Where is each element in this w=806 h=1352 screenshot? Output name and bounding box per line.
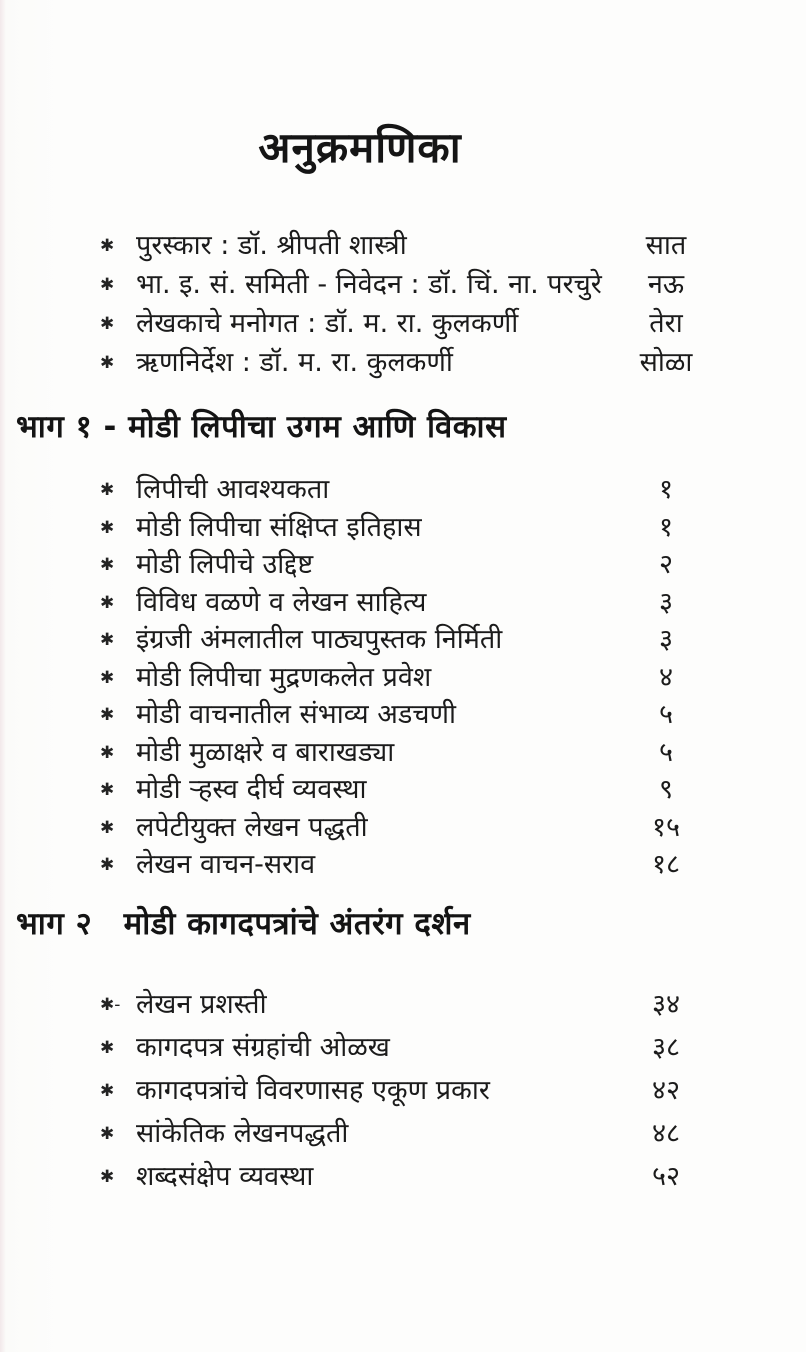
star-bullet-icon: ✱ (100, 236, 115, 256)
entry-label: ऋणनिर्देश : डॉ. म. रा. कुलकर्णी (136, 347, 453, 378)
section-heading-part1: भाग १ - मोडी लिपीचा उगम आणि विकास (16, 409, 507, 445)
entry-page-number: नऊ (647, 269, 685, 300)
toc-entry (100, 1113, 706, 1156)
toc-entry (100, 657, 706, 695)
toc-entry (100, 225, 706, 264)
entry-label: कागदपत्रांचे विवरणासह एकूण प्रकार (136, 1074, 490, 1106)
entry-page-number: ५ (658, 699, 674, 730)
star-bullet-icon: ✱ (100, 1166, 115, 1187)
star-bullet-icon: ✱ (100, 742, 115, 763)
toc-entry (100, 469, 706, 507)
entry-page-number: १८ (651, 849, 681, 880)
star-bullet-icon: ✱ (100, 780, 115, 800)
entry-page-number: ५२ (651, 1160, 681, 1192)
star-bullet-icon: ✱ (100, 480, 115, 500)
toc-entry (100, 694, 706, 732)
toc-entry (100, 732, 706, 770)
entry-page-number: ४८ (651, 1117, 681, 1149)
star-bullet-icon: ✱- (100, 994, 121, 1015)
toc-entry (100, 619, 706, 657)
entry-label: मोडी वाचनातील संभाव्य अडचणी (136, 699, 456, 730)
entry-label: लेखन प्रशस्ती (136, 988, 267, 1020)
toc-entry (100, 303, 706, 342)
entry-page-number: ९ (658, 774, 674, 805)
entry-page-number: ३८ (651, 1031, 681, 1063)
entry-label: विविध वळणे व लेखन साहित्य (136, 586, 427, 618)
part1-list (100, 469, 706, 882)
entry-label: पुरस्कार : डॉ. श्रीपती शास्त्री (136, 230, 407, 261)
star-bullet-icon: ✱ (100, 555, 115, 575)
entry-label: इंग्रजी अंमलातील पाठ्यपुस्तक निर्मिती (136, 624, 503, 655)
entry-page-number: २ (658, 549, 674, 580)
star-bullet-icon: ✱ (100, 314, 115, 334)
entry-label: मोडी लिपीचे उद्दिष्ट (136, 549, 314, 580)
entry-page-number: ४२ (651, 1074, 681, 1106)
entry-label: लपेटीयुक्त लेखन पद्धती (136, 811, 368, 843)
star-bullet-icon: ✱ (100, 855, 115, 875)
toc-entry (100, 342, 706, 381)
entry-label: लेखन वाचन-सराव (136, 849, 316, 880)
front-matter-list (100, 225, 706, 381)
star-bullet-icon: ✱ (100, 1037, 115, 1058)
entry-label: मोडी मुळाक्षरे व बाराखड्या (136, 736, 395, 768)
star-bullet-icon: ✱ (100, 1080, 115, 1101)
star-bullet-icon: ✱ (100, 630, 115, 650)
entry-label: लिपीची आवश्यकता (136, 474, 330, 505)
star-bullet-icon: ✱ (100, 275, 115, 295)
entry-page-number: १ (658, 511, 674, 543)
toc-entry (100, 769, 706, 807)
entry-page-number: ५ (658, 736, 674, 768)
entry-page-number: ३ (658, 586, 674, 618)
toc-entry (100, 984, 706, 1027)
entry-label: शब्दसंक्षेप व्यवस्था (136, 1160, 314, 1192)
entry-page-number: ४ (658, 661, 674, 693)
star-bullet-icon: ✱ (100, 817, 115, 838)
toc-entry (100, 264, 706, 303)
star-bullet-icon: ✱ (100, 592, 115, 613)
star-bullet-icon: ✱ (100, 1123, 115, 1144)
entry-page-number: १ (658, 474, 674, 505)
toc-entry (100, 844, 706, 882)
toc-entry (100, 1156, 706, 1199)
entry-label: मोडी लिपीचा मुद्रणकलेत प्रवेश (136, 661, 432, 693)
toc-entry (100, 582, 706, 620)
entry-page-number: सोळा (639, 347, 693, 378)
toc-entry (100, 544, 706, 582)
page-title: अनुक्रमणिका (258, 123, 462, 172)
entry-page-number: ३४ (651, 988, 681, 1020)
entry-label: कागदपत्र संग्रहांची ओळख (136, 1031, 390, 1063)
star-bullet-icon: ✱ (100, 705, 115, 725)
star-bullet-icon: ✱ (100, 667, 115, 688)
entry-label: लेखकाचे मनोगत : डॉ. म. रा. कुलकर्णी (136, 308, 519, 339)
entry-page-number: ३ (658, 624, 674, 655)
star-bullet-icon: ✱ (100, 517, 115, 538)
toc-entry (100, 1070, 706, 1113)
star-bullet-icon: ✱ (100, 353, 115, 373)
entry-label: मोडी ऱ्हस्व दीर्घ व्यवस्था (136, 774, 367, 805)
section-heading-part2: भाग २ मोडी कागदपत्रांचे अंतरंग दर्शन (16, 905, 471, 942)
entry-label: सांकेतिक लेखनपद्धती (136, 1117, 349, 1149)
entry-label: मोडी लिपीचा संक्षिप्त इतिहास (136, 511, 422, 543)
entry-page-number: १५ (651, 811, 681, 843)
toc-entry (100, 507, 706, 545)
entry-page-number: तेरा (649, 308, 683, 339)
part2-list (100, 984, 706, 1199)
entry-label: भा. इ. सं. समिती - निवेदन : डॉ. चिं. ना. परचुरे (136, 269, 602, 300)
toc-entry (100, 1027, 706, 1070)
entry-page-number: सात (645, 230, 687, 261)
toc-entry (100, 807, 706, 845)
